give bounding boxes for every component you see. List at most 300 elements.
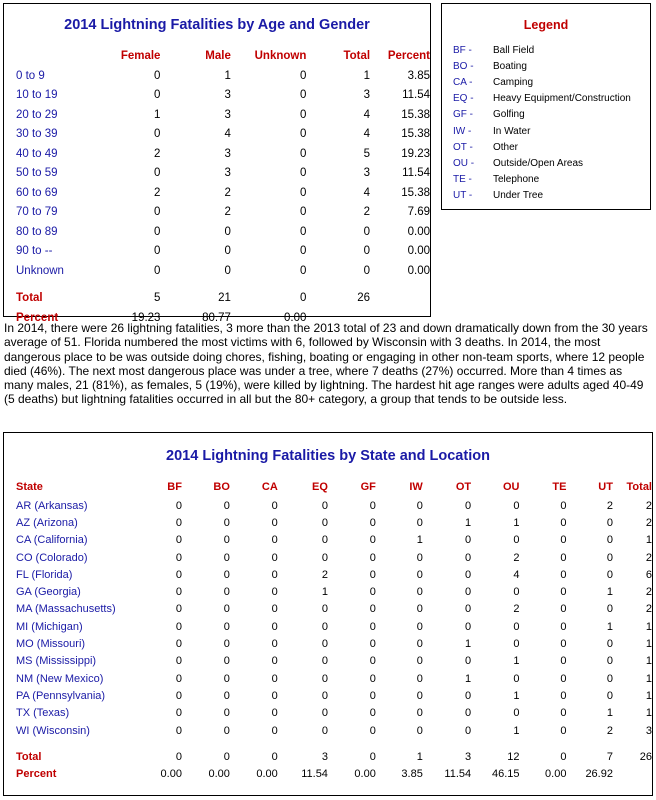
legend-description: Outside/Open Areas bbox=[493, 157, 584, 169]
legend-description: Ball Field bbox=[493, 44, 535, 56]
table-cell: 0 bbox=[321, 689, 328, 702]
table-cell: 0 bbox=[465, 724, 472, 737]
table-cell: 0 bbox=[223, 638, 230, 651]
table-cell: 26 bbox=[639, 750, 652, 763]
table-cell: 0.00 bbox=[545, 768, 567, 781]
column-header: CA bbox=[261, 481, 278, 493]
table-cell: 0 bbox=[175, 707, 182, 720]
table-cell: 0 bbox=[416, 655, 423, 668]
table-row bbox=[16, 635, 652, 652]
table-cell: 0 bbox=[175, 750, 182, 763]
table-cell: 0 bbox=[299, 167, 307, 180]
table-row bbox=[16, 549, 652, 566]
state-table-title: 2014 Lightning Fatalities by State and Location bbox=[166, 448, 490, 464]
row-label: PA (Pennsylvania) bbox=[16, 689, 106, 702]
table-row bbox=[16, 164, 430, 184]
table-cell: 11.54 bbox=[402, 89, 430, 102]
table-cell: 0 bbox=[465, 620, 472, 633]
table-cell: 3 bbox=[363, 89, 371, 102]
table-cell: 0 bbox=[369, 707, 376, 720]
table-cell: 0 bbox=[271, 638, 278, 651]
table-cell: 0 bbox=[223, 516, 230, 529]
table-cell: 46.15 bbox=[491, 768, 520, 781]
table-cell: 0 bbox=[560, 586, 567, 599]
table-cell: 0 bbox=[606, 516, 613, 529]
table-cell: 0 bbox=[299, 147, 307, 160]
table-cell: 0 bbox=[223, 672, 230, 685]
table-cell: 0 bbox=[465, 534, 472, 547]
summary-paragraph: In 2014, there were 26 lightning fatalities, 3 more than the 2013 total of 23 and down dramatically down from the 30 years average of 51. Florida numbered the most victims with 6, followed by Wisconsin with 3 deaths. In 2014, the most dangerous place to be was outside doing chores, fishing, boating or engaging in other non-team sports, where 12 people died (46%). The next most dangerous place was under a tree, where 7 deaths (27%) occurred. More than 4 times as many males, 21 (81%), as females, 5 (19%), were killed by lightning. The hardest hit age ranges were adults aged 40-49 (5 deaths) but lightning fatalities occurred in all but the 80+ category, a group that tends to be outside less. bbox=[4, 321, 648, 407]
table-cell: 0.00 bbox=[283, 311, 307, 324]
table-cell: 0 bbox=[369, 568, 376, 581]
table-cell: 0 bbox=[154, 69, 161, 82]
table-cell: 0 bbox=[416, 707, 423, 720]
column-header: Total bbox=[343, 50, 371, 62]
table-cell: 0 bbox=[223, 750, 230, 763]
row-label: 20 to 29 bbox=[16, 108, 58, 121]
table-cell: 11.54 bbox=[301, 768, 328, 781]
age-table-title: 2014 Lightning Fatalities by Age and Gender bbox=[64, 17, 370, 33]
column-header: State bbox=[16, 481, 43, 493]
table-cell: 0 bbox=[513, 620, 520, 633]
table-cell: 0 bbox=[224, 245, 231, 258]
column-header: UT bbox=[598, 481, 613, 493]
table-cell: 3 bbox=[321, 750, 328, 763]
table-cell: 0 bbox=[560, 638, 567, 651]
table-cell: 0 bbox=[223, 534, 230, 547]
table-cell: 0.00 bbox=[407, 264, 430, 277]
table-cell: 0 bbox=[560, 499, 567, 512]
table-cell: 0 bbox=[513, 638, 520, 651]
legend-code: BF - bbox=[453, 44, 472, 56]
table-cell: 0 bbox=[465, 603, 472, 616]
table-cell: 0 bbox=[369, 750, 376, 763]
legend-description: Other bbox=[493, 141, 519, 153]
legend-item bbox=[453, 42, 631, 58]
table-cell: 0 bbox=[271, 516, 278, 529]
table-cell: 3 bbox=[224, 147, 231, 160]
table-cell: 4 bbox=[513, 568, 520, 581]
table-cell: 2 bbox=[363, 206, 371, 219]
table-cell: 0 bbox=[154, 225, 161, 238]
table-cell: 1 bbox=[513, 689, 520, 702]
table-cell: 0.00 bbox=[354, 768, 376, 781]
table-cell: 0 bbox=[369, 551, 376, 564]
table-cell: 0 bbox=[560, 707, 567, 720]
table-cell: 0 bbox=[560, 672, 567, 685]
table-cell: 2 bbox=[645, 551, 652, 564]
column-header: TE bbox=[552, 481, 567, 493]
table-cell: 0.00 bbox=[407, 245, 430, 258]
legend-item bbox=[453, 139, 631, 155]
table-cell: 0 bbox=[369, 499, 376, 512]
table-cell: 1 bbox=[645, 638, 652, 651]
table-cell: 0 bbox=[513, 534, 520, 547]
table-cell: 0 bbox=[154, 89, 161, 102]
table-row bbox=[16, 722, 652, 739]
table-cell: 0 bbox=[321, 534, 328, 547]
row-label: NM (New Mexico) bbox=[16, 672, 104, 685]
legend-code: OU - bbox=[453, 157, 475, 169]
table-cell: 26 bbox=[357, 292, 371, 305]
legend-description: Golfing bbox=[493, 109, 525, 121]
table-cell: 4 bbox=[363, 186, 371, 199]
row-label: Percent bbox=[16, 311, 59, 324]
table-cell: 0 bbox=[369, 534, 376, 547]
table-row bbox=[16, 125, 430, 145]
table-cell: 0 bbox=[271, 672, 278, 685]
table-row bbox=[16, 670, 652, 687]
table-cell: 0 bbox=[416, 551, 423, 564]
legend-item bbox=[453, 74, 631, 90]
table-cell: 0 bbox=[369, 638, 376, 651]
table-cell: 0 bbox=[175, 516, 182, 529]
table-cell: 0 bbox=[321, 516, 328, 529]
table-row bbox=[16, 618, 652, 635]
column-header: OU bbox=[502, 481, 520, 493]
table-cell: 0 bbox=[560, 620, 567, 633]
row-label: 40 to 49 bbox=[16, 147, 58, 160]
table-cell: 0 bbox=[299, 245, 307, 258]
table-cell: 0 bbox=[321, 638, 328, 651]
table-cell: 0 bbox=[271, 551, 278, 564]
table-cell: 0 bbox=[271, 655, 278, 668]
table-cell bbox=[613, 765, 652, 782]
row-label: Total bbox=[16, 292, 43, 305]
column-header: Female bbox=[120, 50, 161, 62]
table-cell: 19.23 bbox=[131, 311, 161, 324]
column-header: Male bbox=[205, 50, 231, 62]
table-cell: 0 bbox=[299, 225, 307, 238]
table-cell: 3.85 bbox=[401, 768, 423, 781]
column-header: IW bbox=[409, 481, 423, 493]
table-cell: 12 bbox=[507, 750, 520, 763]
table-cell: 0 bbox=[560, 551, 567, 564]
table-cell: 0 bbox=[299, 69, 307, 82]
table-cell: 0 bbox=[223, 603, 230, 616]
column-header: Total bbox=[626, 481, 652, 493]
table-cell: 3 bbox=[645, 724, 652, 737]
table-row bbox=[16, 203, 430, 223]
table-cell: 0 bbox=[560, 534, 567, 547]
table-cell: 21 bbox=[218, 292, 231, 305]
column-header bbox=[16, 46, 85, 66]
table-cell: 15.38 bbox=[401, 108, 430, 121]
table-cell: 1 bbox=[513, 655, 520, 668]
table-row bbox=[16, 687, 652, 704]
table-cell: 0 bbox=[369, 655, 376, 668]
row-label: 0 to 9 bbox=[16, 69, 45, 82]
table-cell: 0.00 bbox=[407, 225, 430, 238]
table-cell: 0 bbox=[175, 499, 182, 512]
table-cell: 80.77 bbox=[202, 311, 231, 324]
table-cell: 0 bbox=[321, 707, 328, 720]
table-cell: 0 bbox=[513, 586, 520, 599]
table-cell: 0 bbox=[416, 568, 423, 581]
table-cell: 1 bbox=[513, 724, 520, 737]
table-cell: 0 bbox=[416, 724, 423, 737]
row-label: FL (Florida) bbox=[16, 568, 73, 581]
table-cell: 0 bbox=[560, 603, 567, 616]
table-cell: 0 bbox=[465, 707, 472, 720]
table-cell: 0 bbox=[363, 225, 371, 238]
table-cell: 0 bbox=[606, 551, 613, 564]
table-cell: 0 bbox=[465, 499, 472, 512]
table-row bbox=[16, 66, 430, 86]
column-header: BO bbox=[213, 481, 230, 493]
table-cell: 1 bbox=[465, 672, 472, 685]
table-row bbox=[16, 497, 652, 514]
legend-description: Camping bbox=[493, 76, 534, 88]
table-row bbox=[16, 705, 652, 722]
row-spacer bbox=[16, 739, 652, 748]
table-cell: 0 bbox=[175, 586, 182, 599]
row-label: MI (Michigan) bbox=[16, 620, 83, 633]
table-cell: 0 bbox=[271, 568, 278, 581]
table-cell: 3 bbox=[224, 108, 231, 121]
legend-panel bbox=[441, 3, 651, 210]
table-row bbox=[16, 183, 430, 203]
table-cell: 0 bbox=[223, 655, 230, 668]
table-cell: 0 bbox=[416, 586, 423, 599]
table-cell: 0 bbox=[299, 206, 307, 219]
total-row bbox=[16, 289, 430, 309]
table-row bbox=[16, 144, 430, 164]
table-row bbox=[16, 261, 430, 281]
table-cell: 0 bbox=[416, 620, 423, 633]
table-cell: 4 bbox=[224, 128, 231, 141]
table-cell: 2 bbox=[154, 186, 161, 199]
table-cell: 0 bbox=[299, 108, 307, 121]
table-cell: 0 bbox=[416, 603, 423, 616]
legend-description: Heavy Equipment/Construction bbox=[493, 93, 631, 105]
table-cell: 19.23 bbox=[401, 147, 430, 160]
table-cell: 0 bbox=[606, 638, 613, 651]
table-cell: 0 bbox=[513, 672, 520, 685]
table-cell: 3 bbox=[224, 167, 231, 180]
legend-code: GF - bbox=[453, 109, 473, 121]
row-label: Total bbox=[16, 750, 42, 763]
table-cell: 0 bbox=[363, 245, 371, 258]
legend-code: EQ - bbox=[453, 93, 474, 105]
table-cell: 0 bbox=[223, 551, 230, 564]
legend-list bbox=[453, 42, 631, 204]
percent-row bbox=[16, 765, 652, 782]
row-label: GA (Georgia) bbox=[16, 586, 81, 599]
table-cell: 0 bbox=[175, 724, 182, 737]
legend-item bbox=[453, 107, 631, 123]
table-cell: 0 bbox=[606, 603, 613, 616]
table-cell: 2 bbox=[606, 724, 613, 737]
table-cell: 0 bbox=[465, 689, 472, 702]
row-label: 30 to 39 bbox=[16, 128, 58, 141]
row-label: Unknown bbox=[16, 264, 64, 277]
table-cell: 0 bbox=[271, 707, 278, 720]
table-row bbox=[16, 601, 652, 618]
table-cell: 0 bbox=[299, 89, 307, 102]
table-cell: 0 bbox=[223, 568, 230, 581]
table-cell: 0 bbox=[223, 499, 230, 512]
legend-code: CA - bbox=[453, 76, 473, 88]
table-cell: 0 bbox=[271, 586, 278, 599]
legend-code: TE - bbox=[453, 174, 472, 186]
table-cell: 5 bbox=[363, 147, 371, 160]
table-cell: 0 bbox=[271, 689, 278, 702]
table-cell: 0 bbox=[321, 603, 328, 616]
table-cell: 1 bbox=[224, 69, 231, 82]
table-cell: 2 bbox=[645, 603, 652, 616]
legend-title: Legend bbox=[523, 18, 569, 32]
table-cell: 0 bbox=[606, 689, 613, 702]
table-cell: 2 bbox=[645, 586, 652, 599]
state-location-panel bbox=[3, 432, 653, 796]
table-cell: 0.00 bbox=[208, 768, 230, 781]
table-cell: 0 bbox=[175, 689, 182, 702]
table-cell: 3 bbox=[363, 167, 371, 180]
table-cell: 0 bbox=[175, 568, 182, 581]
legend-item bbox=[453, 123, 631, 139]
legend-description: Telephone bbox=[493, 174, 540, 186]
table-cell: 1 bbox=[416, 750, 423, 763]
legend-code: BO - bbox=[453, 60, 474, 72]
table-cell: 11.54 bbox=[402, 167, 430, 180]
row-label: MO (Missouri) bbox=[16, 638, 86, 651]
table-cell: 4 bbox=[363, 108, 371, 121]
table-cell: 1 bbox=[645, 672, 652, 685]
table-row bbox=[16, 566, 652, 583]
table-cell: 15.38 bbox=[401, 186, 430, 199]
table-cell: 0 bbox=[560, 689, 567, 702]
table-cell: 1 bbox=[416, 534, 423, 547]
table-cell: 0 bbox=[223, 724, 230, 737]
table-cell: 0 bbox=[321, 551, 328, 564]
table-cell: 0 bbox=[416, 672, 423, 685]
table-cell: 0 bbox=[175, 672, 182, 685]
table-cell: 0 bbox=[224, 264, 231, 277]
column-header: Unknown bbox=[254, 50, 307, 62]
table-cell: 1 bbox=[465, 516, 472, 529]
table-cell: 0 bbox=[416, 638, 423, 651]
legend-code: UT - bbox=[453, 190, 473, 202]
table-cell: 0 bbox=[321, 724, 328, 737]
table-cell: 0 bbox=[321, 620, 328, 633]
table-cell: 0 bbox=[299, 292, 307, 305]
row-label: Percent bbox=[16, 768, 57, 781]
table-cell: 0 bbox=[321, 655, 328, 668]
table-cell: 7.69 bbox=[407, 206, 430, 219]
table-cell: 0 bbox=[606, 655, 613, 668]
table-cell: 0 bbox=[271, 534, 278, 547]
table-cell: 2 bbox=[606, 499, 613, 512]
table-cell: 0 bbox=[175, 638, 182, 651]
table-cell: 0 bbox=[369, 586, 376, 599]
table-cell: 0 bbox=[560, 568, 567, 581]
table-cell: 0 bbox=[606, 672, 613, 685]
table-cell: 0 bbox=[224, 225, 231, 238]
legend-item bbox=[453, 188, 631, 204]
legend-item bbox=[453, 91, 631, 107]
row-label: CO (Colorado) bbox=[16, 551, 88, 564]
table-row bbox=[16, 105, 430, 125]
legend-description: Boating bbox=[493, 60, 527, 72]
row-spacer bbox=[16, 281, 430, 289]
row-label: 10 to 19 bbox=[16, 89, 58, 102]
table-cell: 0 bbox=[560, 724, 567, 737]
column-header: BF bbox=[167, 481, 182, 493]
table-cell: 0 bbox=[154, 245, 161, 258]
table-cell: 0.00 bbox=[160, 768, 182, 781]
table-cell: 0 bbox=[175, 551, 182, 564]
row-label: MS (Mississippi) bbox=[16, 655, 97, 668]
row-label: AR (Arkansas) bbox=[16, 499, 88, 512]
table-cell: 0 bbox=[175, 603, 182, 616]
table-cell: 11.54 bbox=[444, 768, 472, 781]
table-cell: 0 bbox=[154, 167, 161, 180]
table-cell: 1 bbox=[606, 586, 613, 599]
age-gender-panel bbox=[3, 3, 431, 324]
table-cell: 0 bbox=[513, 499, 520, 512]
table-cell: 1 bbox=[606, 620, 613, 633]
table-cell: 1 bbox=[645, 689, 652, 702]
row-label: CA (California) bbox=[16, 534, 88, 547]
row-label: 90 to -- bbox=[16, 245, 53, 258]
table-cell: 0 bbox=[369, 516, 376, 529]
table-cell: 0 bbox=[223, 707, 230, 720]
table-cell: 0 bbox=[271, 620, 278, 633]
table-cell: 2 bbox=[321, 568, 328, 581]
table-row bbox=[16, 86, 430, 106]
table-cell: 1 bbox=[321, 586, 328, 599]
row-label: 50 to 59 bbox=[16, 167, 58, 180]
table-row bbox=[16, 242, 430, 262]
table-cell: 0 bbox=[465, 568, 472, 581]
table-cell: 2 bbox=[645, 516, 652, 529]
table-cell: 0 bbox=[154, 264, 161, 277]
table-cell: 7 bbox=[606, 750, 613, 763]
table-cell: 0 bbox=[513, 707, 520, 720]
table-cell: 0 bbox=[416, 689, 423, 702]
table-cell: 15.38 bbox=[401, 128, 430, 141]
table-cell: 0 bbox=[369, 672, 376, 685]
table-cell: 0 bbox=[606, 568, 613, 581]
table-cell: 1 bbox=[645, 707, 652, 720]
table-cell: 0 bbox=[606, 534, 613, 547]
table-cell: 6 bbox=[645, 568, 652, 581]
age-gender-table bbox=[16, 46, 430, 328]
table-cell: 1 bbox=[645, 534, 652, 547]
table-cell: 0 bbox=[560, 750, 567, 763]
table-cell: 0 bbox=[154, 128, 161, 141]
table-cell: 0 bbox=[321, 672, 328, 685]
legend-code: IW - bbox=[453, 125, 472, 137]
legend-item bbox=[453, 155, 631, 171]
row-label: TX (Texas) bbox=[16, 707, 70, 720]
table-cell: 0 bbox=[175, 655, 182, 668]
table-cell: 2 bbox=[224, 186, 231, 199]
table-cell: 1 bbox=[363, 69, 371, 82]
table-cell: 2 bbox=[224, 206, 231, 219]
table-cell: 1 bbox=[154, 108, 161, 121]
table-cell: 5 bbox=[154, 292, 161, 305]
row-label: AZ (Arizona) bbox=[16, 516, 78, 529]
table-cell: 0 bbox=[560, 516, 567, 529]
row-label: WI (Wisconsin) bbox=[16, 724, 90, 737]
table-row bbox=[16, 532, 652, 549]
table-cell: 4 bbox=[363, 128, 371, 141]
table-cell: 0 bbox=[465, 655, 472, 668]
legend-description: Under Tree bbox=[493, 190, 544, 202]
table-row bbox=[16, 514, 652, 531]
